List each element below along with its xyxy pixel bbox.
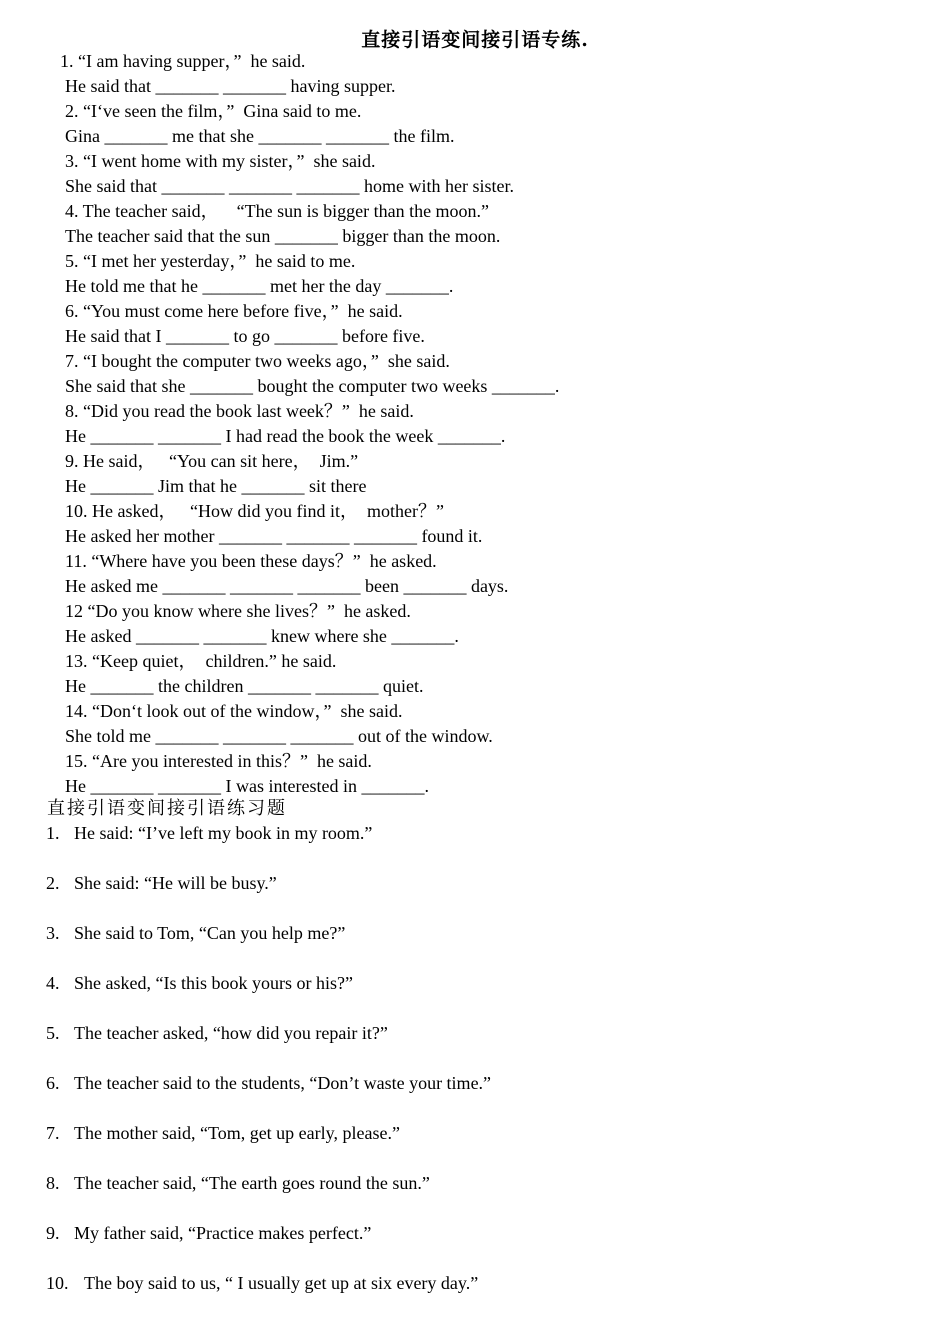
practice-item-number: 7.: [46, 1123, 60, 1143]
exercise-14-question: 14. “Don‘t look out of the window，” she said.: [65, 701, 403, 721]
exercise-7-question: 7. “I bought the computer two weeks ago，” she said.: [65, 351, 450, 371]
practice-item-text: The boy said to us, “ I usually get up at six every day.”: [84, 1273, 479, 1293]
practice-item: [0, 1071, 950, 1121]
practice-item-text: The teacher asked, “how did you repair it?”: [74, 1023, 388, 1043]
exercise-5-answer: He told me that he _______ met her the day _______.: [65, 276, 454, 296]
practice-item-text: My father said, “Practice makes perfect.”: [74, 1223, 372, 1243]
practice-item: [0, 1171, 950, 1221]
exercise-10-answer: He asked her mother _______ _______ _______ found it.: [65, 526, 483, 546]
practice-item-text: The teacher said to the students, “Don’t waste your time.”: [74, 1073, 492, 1093]
practice-item-number: 9.: [46, 1223, 60, 1243]
exercise-2-answer: Gina _______ me that she _______ _______ the film.: [65, 126, 455, 146]
exercise-11-question: 11. “Where have you been these days？” he asked.: [65, 551, 437, 571]
practice-item-text: He said: “I’ve left my book in my room.”: [74, 823, 373, 843]
practice-item-number: 4.: [46, 973, 60, 993]
practice-item: [0, 821, 950, 871]
exercise-14-answer: She told me _______ _______ _______ out of the window.: [65, 726, 493, 746]
exercise-13-question: 13. “Keep quiet， children.” he said.: [65, 651, 337, 671]
exercise-12-answer: He asked _______ _______ knew where she _______.: [65, 626, 459, 646]
exercise-2-question: 2. “I‘ve seen the film，” Gina said to me.: [65, 101, 362, 121]
exercise-10-question: 10. He asked， “How did you find it， mother？”: [65, 501, 444, 521]
exercise-12-question: 12 “Do you know where she lives？” he asked.: [65, 601, 411, 621]
practice-item: [0, 1021, 950, 1071]
practice-item: [0, 971, 950, 1021]
practice-item-text: She said to Tom, “Can you help me?”: [74, 923, 346, 943]
practice-item: [0, 1221, 950, 1271]
exercise-15-answer: He _______ _______ I was interested in _______.: [65, 776, 429, 796]
exercise-4-question: 4. The teacher said， “The sun is bigger than the moon.”: [65, 201, 490, 221]
practice-item: [0, 1121, 950, 1171]
page-title: 直接引语变间接引语专练.: [361, 29, 589, 51]
exercise-1-answer: He said that _______ _______ having supper.: [65, 76, 396, 96]
practice-item-number: 2.: [46, 873, 60, 893]
practice-item-number: 5.: [46, 1023, 60, 1043]
exercise-5-question: 5. “I met her yesterday，” he said to me.: [65, 251, 356, 271]
exercise-9-question: 9. He said， “You can sit here， Jim.”: [65, 451, 359, 471]
exercise-7-answer: She said that she _______ bought the computer two weeks _______.: [65, 376, 560, 396]
practice-item-number: 10.: [46, 1273, 69, 1293]
practice-item: [0, 1271, 950, 1321]
exercise-list: [0, 49, 950, 799]
exercise-13-answer: He _______ the children _______ _______ quiet.: [65, 676, 424, 696]
practice-item-text: The teacher said, “The earth goes round the sun.”: [74, 1173, 430, 1193]
practice-item-number: 6.: [46, 1073, 60, 1093]
exercise-8-answer: He _______ _______ I had read the book the week _______.: [65, 426, 506, 446]
exercise-15-question: 15. “Are you interested in this？” he said.: [65, 751, 372, 771]
practice-item-text: The mother said, “Tom, get up early, please.”: [74, 1123, 400, 1143]
exercise-4-answer: The teacher said that the sun _______ bigger than the moon.: [65, 226, 501, 246]
practice-list: [0, 821, 950, 1321]
practice-item-number: 8.: [46, 1173, 60, 1193]
practice-item-number: 3.: [46, 923, 60, 943]
practice-section-title: 直接引语变间接引语练习题: [47, 798, 287, 819]
practice-item-text: She said: “He will be busy.”: [74, 873, 277, 893]
practice-item-number: 1.: [46, 823, 60, 843]
practice-item-text: She asked, “Is this book yours or his?”: [74, 973, 353, 993]
exercise-6-question: 6. “You must come here before five，” he said.: [65, 301, 403, 321]
exercise-3-answer: She said that _______ _______ _______ home with her sister.: [65, 176, 514, 196]
exercise-3-question: 3. “I went home with my sister，” she said.: [65, 151, 376, 171]
exercise-9-answer: He _______ Jim that he _______ sit there: [65, 476, 367, 496]
exercise-6-answer: He said that I _______ to go _______ before five.: [65, 326, 425, 346]
practice-item: [0, 871, 950, 921]
exercise-1-question: 1. “I am having supper，” he said.: [60, 51, 306, 71]
practice-item: [0, 921, 950, 971]
exercise-8-question: 8. “Did you read the book last week？” he said.: [65, 401, 414, 421]
exercise-11-answer: He asked me _______ _______ _______ been _______ days.: [65, 576, 509, 596]
